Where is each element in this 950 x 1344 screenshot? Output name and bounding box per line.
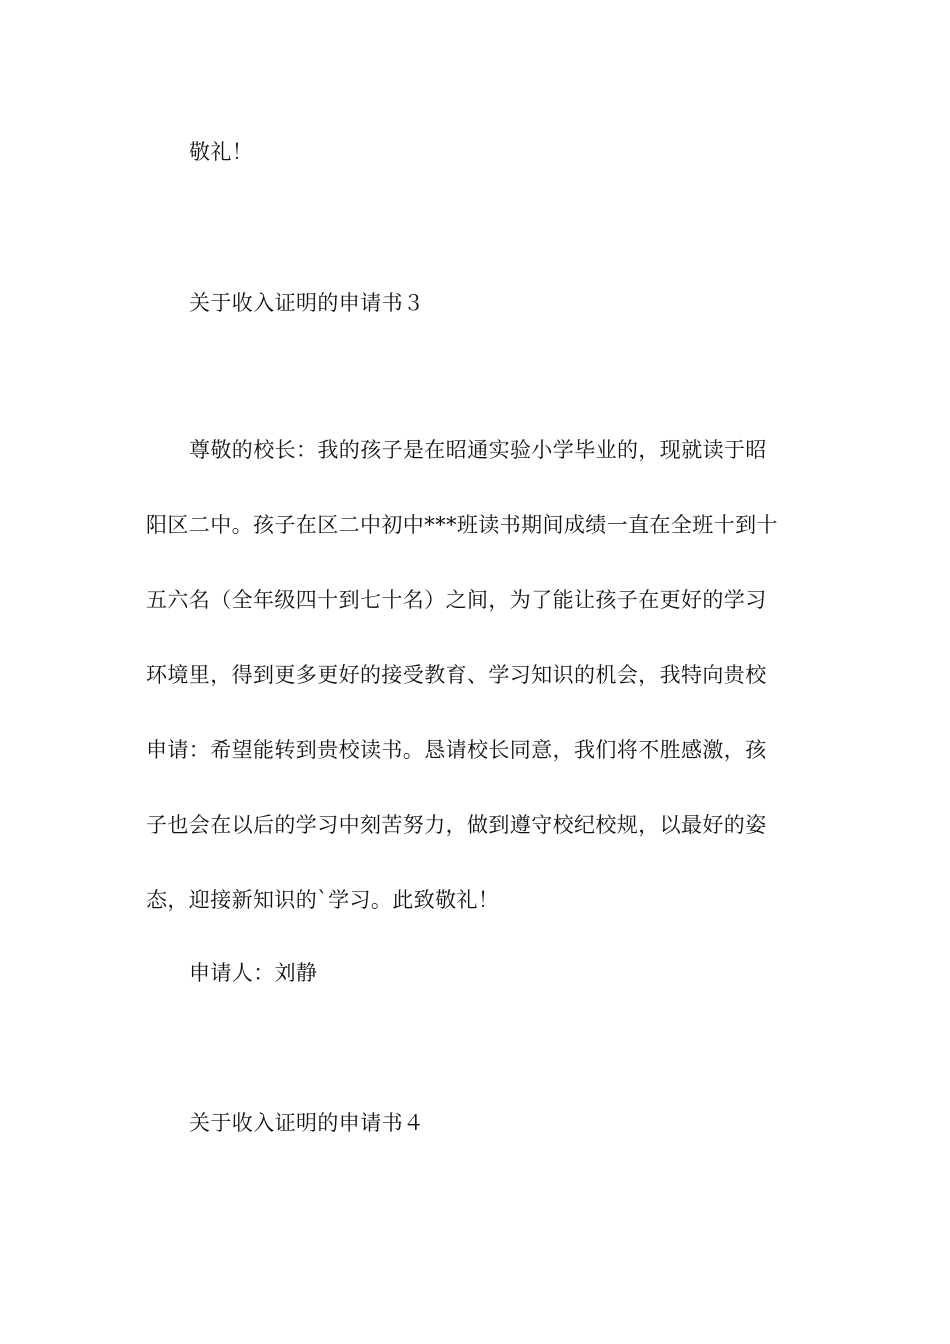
- applicant-signature: 申请人：刘静: [189, 961, 318, 985]
- closing-salutation: 敬礼！: [189, 140, 254, 164]
- body-line-6: 子也会在以后的学习中刻苦努力，做到遵守校纪校规，以最好的姿: [146, 813, 767, 837]
- body-line-2: 阳区二中。孩子在区二中初中***班读书期间成绩一直在全班十到十: [146, 513, 778, 537]
- body-line-4: 环境里，得到更多更好的接受教育、学习知识的机会，我特向贵校: [146, 663, 767, 687]
- body-line-1: 尊敬的校长：我的孩子是在昭通实验小学毕业的，现就读于昭: [189, 438, 767, 462]
- body-line-5: 申请：希望能转到贵校读书。恳请校长同意，我们将不胜感激，孩: [146, 738, 767, 762]
- section-heading-3: 关于收入证明的申请书３: [189, 291, 425, 315]
- section-heading-4: 关于收入证明的申请书４: [189, 1111, 425, 1135]
- body-line-3: 五六名（全年级四十到七十名）之间，为了能让孩子在更好的学习: [146, 588, 767, 612]
- body-line-7: 态，迎接新知识的`学习。此致敬礼！: [146, 888, 500, 912]
